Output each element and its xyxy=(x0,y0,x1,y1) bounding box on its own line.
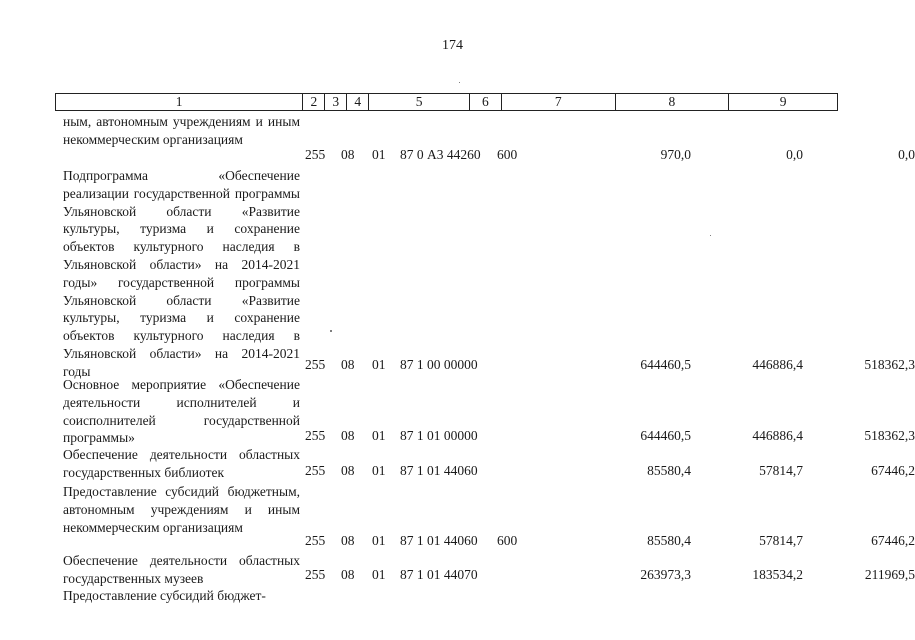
cell-target-article: 87 1 00 00000 xyxy=(400,357,478,372)
scan-speck xyxy=(459,82,460,83)
cell-subsection: 01 xyxy=(372,147,386,162)
cell-section: 08 xyxy=(341,357,355,372)
cell-amount-year1: 644460,5 xyxy=(640,357,691,372)
cell-subsection: 01 xyxy=(372,357,386,372)
header-col-3: 3 xyxy=(325,94,347,110)
header-col-9: 9 xyxy=(779,94,787,109)
cell-expense-type: 600 xyxy=(497,147,518,162)
cell-ministry: 255 xyxy=(305,463,326,478)
cell-section: 08 xyxy=(341,567,355,582)
cell-amount-year2: 446886,4 xyxy=(752,357,803,372)
cell-subsection: 01 xyxy=(372,533,386,548)
cell-amount-year3: 518362,3 xyxy=(864,428,915,443)
cell-amount-year2: 0,0 xyxy=(786,147,803,162)
row-description: Подпрограмма «Обеспечение реализации государственной программы Ульяновской области «Развитие культуры, туризма и сохранение объектов культурного наследия в Ульяновской области» на 2014-2021 годы» государственной программы Ульяновской области «Развитие культуры, туризма и сохранение объектов культурного наследия в Ульяновской области» на 2014-2021 годы xyxy=(63,168,300,379)
cell-section: 08 xyxy=(341,463,355,478)
cell-amount-year3: 211969,5 xyxy=(864,567,915,582)
cell-ministry: 255 xyxy=(305,533,326,548)
row-description: Основное мероприятие «Обеспечение деятельности исполнителей и соисполнителей государственной программы» xyxy=(63,377,300,446)
row-values xyxy=(63,427,915,445)
row-values xyxy=(63,566,915,584)
cell-section: 08 xyxy=(341,428,355,443)
cell-amount-year3: 0,0 xyxy=(898,147,915,162)
cell-amount-year1: 85580,4 xyxy=(647,533,691,548)
cell-target-article: 87 1 01 00000 xyxy=(400,428,478,443)
cell-subsection: 01 xyxy=(372,567,386,582)
header-col-1: 1 xyxy=(56,94,303,110)
cell-ministry: 255 xyxy=(305,147,326,162)
header-col-5: 5 xyxy=(369,94,470,110)
cell-ministry: 255 xyxy=(305,357,326,372)
cell-ministry: 255 xyxy=(305,567,326,582)
cell-target-article: 87 1 01 44070 xyxy=(400,567,478,582)
row-description: Обеспечение деятельности областных государственных музеев xyxy=(63,553,300,586)
cell-section: 08 xyxy=(341,533,355,548)
cell-amount-year2: 57814,7 xyxy=(759,463,803,478)
cell-amount-year1: 644460,5 xyxy=(640,428,691,443)
cell-amount-year3: 518362,3 xyxy=(864,357,915,372)
header-col-6: 6 xyxy=(470,94,502,110)
row-values xyxy=(63,146,915,164)
row-values xyxy=(63,462,915,480)
row-values xyxy=(63,356,915,374)
row-description: Предоставление субсидий бюджетным, автономным учреждениям и иным некоммерческим организациям xyxy=(63,484,300,535)
cell-amount-year2: 446886,4 xyxy=(752,428,803,443)
header-col-2: 2 xyxy=(303,94,325,110)
cell-target-article: 87 1 01 44060 xyxy=(400,463,478,478)
scan-speck xyxy=(330,330,332,332)
header-col-7: 7 xyxy=(502,94,616,110)
header-col-8: 8 xyxy=(616,94,730,110)
cell-amount-year3: 67446,2 xyxy=(871,463,915,478)
cell-amount-year2: 57814,7 xyxy=(759,533,803,548)
cell-expense-type: 600 xyxy=(497,533,518,548)
row-description: Предоставление субсидий бюджет- xyxy=(63,588,266,603)
cell-amount-year2: 183534,2 xyxy=(752,567,803,582)
cell-ministry: 255 xyxy=(305,428,326,443)
table-header xyxy=(55,93,838,111)
cell-subsection: 01 xyxy=(372,428,386,443)
cell-amount-year1: 263973,3 xyxy=(640,567,691,582)
row-values xyxy=(63,532,915,550)
scan-speck xyxy=(710,235,711,236)
cell-target-article: 87 0 А3 44260 xyxy=(400,147,481,162)
cell-target-article: 87 1 01 44060 xyxy=(400,533,478,548)
cell-section: 08 xyxy=(341,147,355,162)
page-number: 174 xyxy=(442,38,463,53)
row-description: Обеспечение деятельности областных государственных библиотек xyxy=(63,447,300,480)
row-description: ным, автономным учреждениям и иным некоммерческим организациям xyxy=(63,114,300,147)
cell-amount-year1: 970,0 xyxy=(660,147,691,162)
cell-amount-year3: 67446,2 xyxy=(871,533,915,548)
cell-amount-year1: 85580,4 xyxy=(647,463,691,478)
cell-subsection: 01 xyxy=(372,463,386,478)
header-col-4: 4 xyxy=(347,94,369,110)
